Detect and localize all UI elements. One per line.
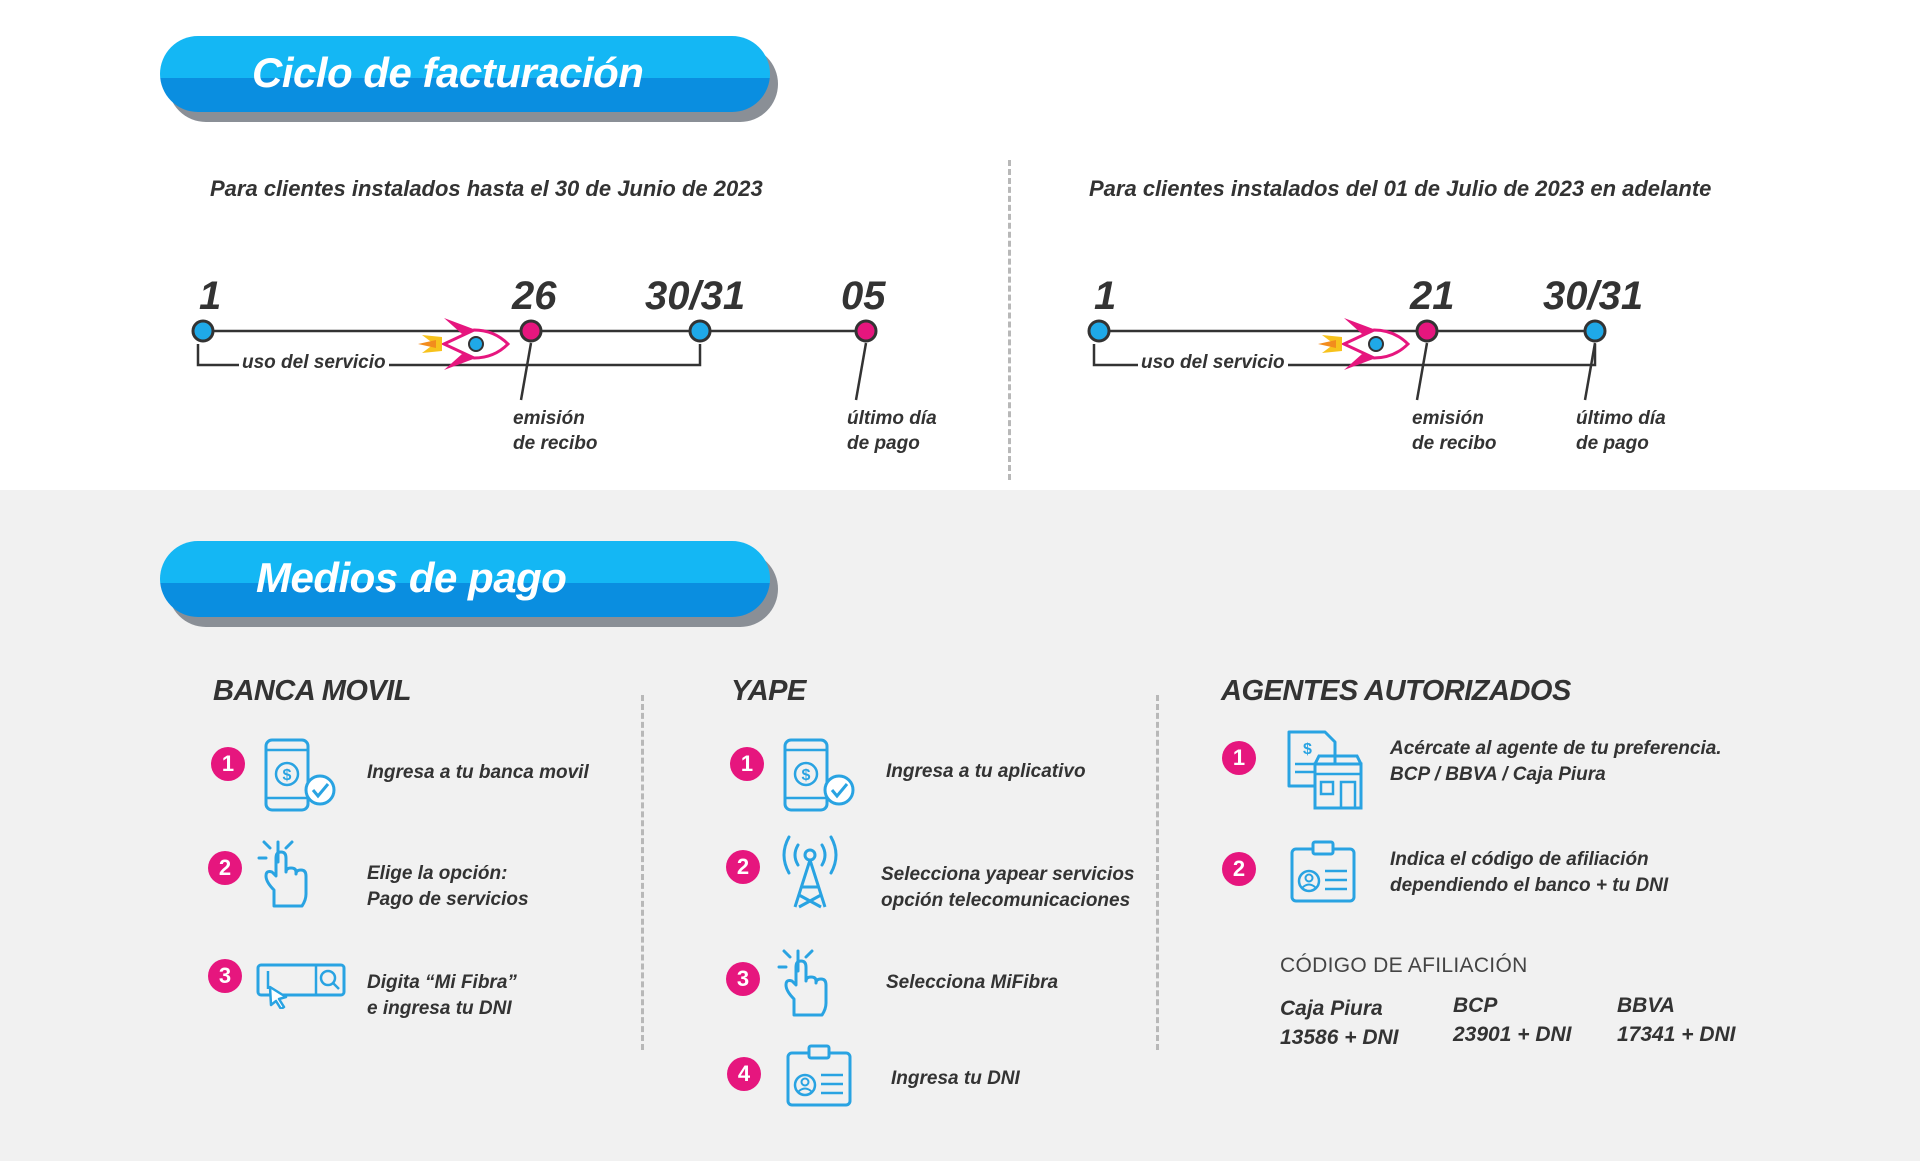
payment-header xyxy=(160,541,770,617)
banca-step-1-number: 1 xyxy=(211,747,245,781)
banca-step-3-text: Digita “Mi Fibra” e ingresa tu DNI xyxy=(367,972,517,1019)
right-emission-label: emisión de recibo xyxy=(1412,408,1497,454)
phone-dollar-check-icon xyxy=(262,738,340,812)
payment-divider-2 xyxy=(1156,695,1159,1050)
left-day-05: 05 xyxy=(841,274,886,318)
agentes-step-2-number: 2 xyxy=(1222,852,1256,886)
right-day-21: 21 xyxy=(1410,274,1455,318)
banca-step-1-text: Ingresa a tu banca movil xyxy=(367,762,589,783)
svg-text:$: $ xyxy=(282,767,292,784)
yape-step-3-text: Selecciona MiFibra xyxy=(886,972,1059,993)
id-card-icon xyxy=(1289,839,1359,905)
right-lastday-label: último día de pago xyxy=(1576,408,1666,454)
right-day-30-31: 30/31 xyxy=(1543,274,1644,318)
receipt-store-icon xyxy=(1285,730,1365,812)
hand-tap-icon xyxy=(256,834,316,910)
banca-step-2-text: Elige la opción: Pago de servicios xyxy=(367,863,529,910)
affiliation-title: CÓDIGO DE AFILIACIÓN xyxy=(1280,954,1528,977)
left-subtitle: Para clientes instalados hasta el 30 de Junio de 2023 xyxy=(210,176,763,201)
agentes-title: AGENTES AUTORIZADOS xyxy=(1221,675,1571,707)
payment-title: Medios de pago xyxy=(256,554,567,601)
banca-step-2-number: 2 xyxy=(208,851,242,885)
search-bar-cursor-icon xyxy=(256,957,348,1009)
yape-step-4-number: 4 xyxy=(727,1057,761,1091)
yape-step-2-number: 2 xyxy=(726,850,760,884)
left-emission-label: emisión de recibo xyxy=(513,408,598,454)
right-dot-1 xyxy=(1089,321,1109,341)
antenna-tower-icon xyxy=(777,833,843,909)
affiliation-bbva: BBVA 17341 + DNI xyxy=(1617,994,1736,1046)
payment-divider-1 xyxy=(641,695,644,1050)
yape-step-2-text: Selecciona yapear servicios opción telecomunicaciones xyxy=(881,864,1135,911)
right-service-label: uso del servicio xyxy=(1138,352,1288,374)
svg-text:$: $ xyxy=(1303,741,1312,758)
rocket-icon xyxy=(1318,318,1408,370)
left-service-label: uso del servicio xyxy=(239,352,389,374)
right-dot-30 xyxy=(1585,321,1605,341)
agentes-step-1-text: Acércate al agente de tu preferencia. BCP / BBVA / Caja Piura xyxy=(1390,738,1722,785)
right-emission-pointer xyxy=(1417,343,1427,400)
payment-section xyxy=(0,490,1920,1161)
banca-movil-title: BANCA MOVIL xyxy=(213,675,412,707)
right-subtitle: Para clientes instalados del 01 de Julio de 2023 en adelante xyxy=(1089,176,1712,201)
svg-text:$: $ xyxy=(801,767,811,784)
phone-dollar-check-icon xyxy=(781,738,859,812)
left-day-1: 1 xyxy=(199,274,222,318)
billing-title: Ciclo de facturación xyxy=(252,49,644,96)
right-lastday-pointer xyxy=(1585,343,1595,400)
hand-tap-icon xyxy=(776,943,836,1019)
banca-step-3-number: 3 xyxy=(208,959,242,993)
left-day-26: 26 xyxy=(512,274,557,318)
agentes-step-1-number: 1 xyxy=(1222,741,1256,775)
affiliation-bcp: BCP 23901 + DNI xyxy=(1453,994,1572,1046)
yape-step-3-number: 3 xyxy=(726,962,760,996)
yape-step-1-text: Ingresa a tu aplicativo xyxy=(886,761,1086,782)
billing-section xyxy=(0,0,1920,490)
right-day-1: 1 xyxy=(1094,274,1117,318)
left-lastday-label: último día de pago xyxy=(847,408,937,454)
yape-title: YAPE xyxy=(731,675,806,707)
affiliation-caja-piura: Caja Piura 13586 + DNI xyxy=(1280,997,1399,1049)
left-day-30-31: 30/31 xyxy=(645,274,746,318)
agentes-step-2-text: Indica el código de afiliación dependiendo el banco + tu DNI xyxy=(1390,849,1669,896)
yape-step-4-text: Ingresa tu DNI xyxy=(891,1068,1020,1089)
yape-step-1-number: 1 xyxy=(730,747,764,781)
id-card-icon xyxy=(785,1043,855,1109)
right-dot-21 xyxy=(1417,321,1437,341)
